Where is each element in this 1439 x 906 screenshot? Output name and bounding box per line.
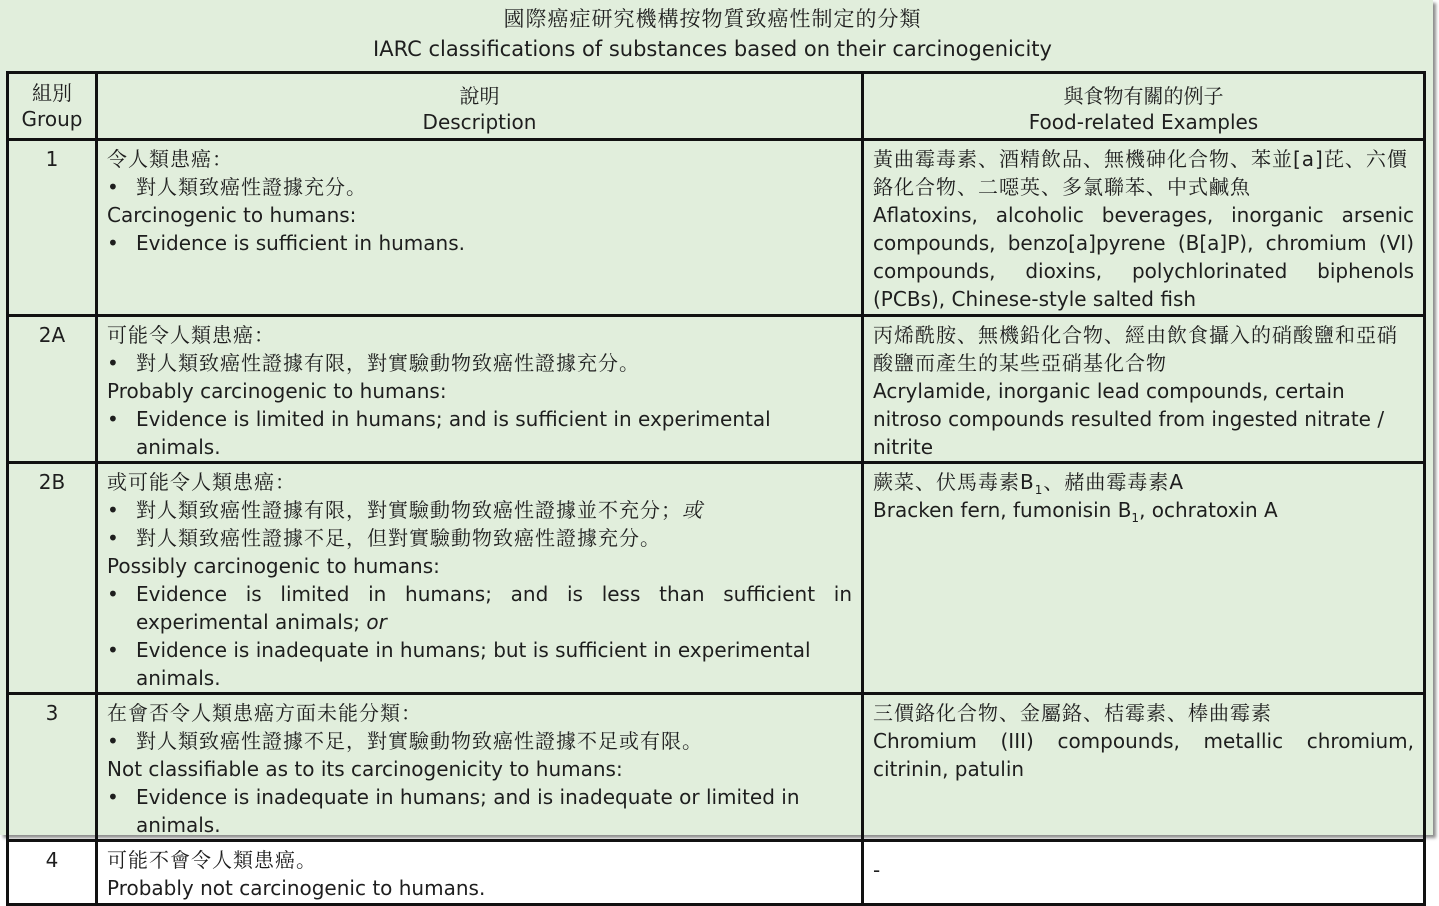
header-row — [8, 73, 1425, 140]
bullet-item: • 對人類致癌性證據充分。 — [107, 173, 852, 201]
description-heading-zh: 可能令人類患癌： — [107, 323, 275, 347]
bullet-item: • Evidence is limited in humans; and is less than sufficient in experimental animals; or — [107, 582, 852, 634]
examples-zh: 黃曲霉毒素、酒精飲品、無機砷化合物、苯並[a]芘、六價鉻化合物、二噁英、多氯聯苯、中式鹹魚 — [873, 147, 1408, 199]
examples-cell — [863, 694, 1425, 841]
header-examples-en: Food-related Examples — [1028, 110, 1259, 134]
header-examples — [863, 73, 1425, 140]
examples-en: Acrylamide, inorganic lead compounds, certain nitroso compounds resulted from ingested nitrate / nitrite — [873, 379, 1385, 459]
table-row — [8, 841, 1425, 905]
bullet-text-zh: 對人類致癌性證據不足，對實驗動物致癌性證據不足或有限。 — [136, 729, 703, 753]
table-row — [8, 316, 1425, 463]
group-cell: 2B — [8, 463, 97, 694]
bullet-item: • Evidence is inadequate in humans; but is sufficient in experimental animals. — [107, 636, 852, 692]
description-heading-zh: 令人類患癌： — [107, 147, 233, 171]
description-heading-en: Possibly carcinogenic to humans: — [107, 554, 440, 578]
bullet-text-zh: 對人類致癌性證據不足，但對實驗動物致癌性證據充分。 — [136, 526, 661, 550]
header-group-en: Group — [21, 107, 83, 131]
group-cell: 2A — [8, 316, 97, 463]
description-cell — [97, 694, 863, 841]
examples-zh: 蕨菜、伏馬毒素$B_1$、赭曲霉毒素A — [873, 470, 1185, 497]
bullet-text-zh: 對人類致癌性證據有限，對實驗動物致癌性證據充分。 — [136, 351, 640, 375]
description-cell — [97, 140, 863, 316]
bullet-item: • 對人類致癌性證據不足，但對實驗動物致癌性證據充分。 — [107, 524, 852, 552]
description-heading-en: Probably carcinogenic to humans: — [107, 379, 447, 403]
examples-en: - — [873, 858, 881, 882]
description-heading-zh: 可能不會令人類患癌。 — [107, 848, 317, 872]
bullet-item: • Evidence is sufficient in humans. — [107, 229, 852, 257]
table-title-zh: 國際癌症研究機構按物質致癌性制定的分類 — [503, 7, 922, 31]
bullet-item: • Evidence is limited in humans; and is sufficient in experimental animals. — [107, 405, 852, 461]
table-row — [8, 694, 1425, 841]
bullet-text-en: Evidence is limited in humans; and is less than sufficient in experimental animals; — [136, 582, 852, 634]
header-examples-zh: 與食物有關的例子 — [1063, 84, 1224, 108]
group-cell: 1 — [8, 140, 97, 316]
table-row — [8, 463, 1425, 694]
header-group-zh: 組別 — [32, 81, 72, 105]
examples-cell — [863, 140, 1425, 316]
examples-cell — [863, 841, 1425, 905]
group-cell: 4 — [8, 841, 97, 905]
bullet-text-zh: 對人類致癌性證據有限，對實驗動物致癌性證據並不充分； — [136, 498, 682, 522]
bullet-item: • 對人類致癌性證據有限，對實驗動物致癌性證據並不充分；或 — [107, 498, 703, 522]
or-zh: 或 — [682, 498, 703, 522]
examples-en: Chromium (III) compounds, metallic chromium, citrinin, patulin — [873, 729, 1414, 781]
bullet-item: • Evidence is inadequate in humans; and is inadequate or limited in animals. — [107, 783, 852, 839]
examples-cell — [863, 316, 1425, 463]
examples-en: Bracken fern, fumonisin $B_1$, ochratoxin A — [873, 498, 1278, 525]
description-heading-en: Probably not carcinogenic to humans. — [107, 876, 486, 900]
description-heading-zh: 在會否令人類患癌方面未能分類： — [107, 701, 422, 725]
description-cell — [97, 316, 863, 463]
examples-zh: 三價鉻化合物、金屬鉻、桔霉素、棒曲霉素 — [873, 701, 1272, 725]
bullet-text-en: Evidence is limited in humans; and is sufficient in experimental animals. — [136, 407, 771, 459]
bullet-text-en: Evidence is sufficient in humans. — [136, 231, 465, 255]
header-description-en: Description — [422, 110, 537, 134]
description-heading-en: Carcinogenic to humans: — [107, 203, 357, 227]
description-heading-en: Not classifiable as to its carcinogenicity to humans: — [107, 757, 623, 781]
classification-table — [6, 71, 1426, 906]
description-heading-zh: 或可能令人類患癌： — [107, 470, 296, 494]
examples-zh: 丙烯酰胺、無機鉛化合物、經由飲食攝入的硝酸鹽和亞硝酸鹽而產生的某些亞硝基化合物 — [873, 323, 1398, 375]
description-cell — [97, 463, 863, 694]
table-title-en: IARC classifications of substances based on their carcinogenicity — [373, 37, 1052, 61]
group-cell: 3 — [8, 694, 97, 841]
bullet-text-zh: 對人類致癌性證據充分。 — [136, 175, 367, 199]
description-cell — [97, 841, 863, 905]
header-description-zh: 說明 — [459, 84, 500, 108]
bullet-text-en: Evidence is inadequate in humans; but is sufficient in experimental animals. — [136, 638, 811, 690]
table-row — [8, 140, 1425, 316]
or-en: or — [366, 610, 387, 634]
bullet-item: • 對人類致癌性證據不足，對實驗動物致癌性證據不足或有限。 — [107, 727, 852, 755]
bullet-item: • 對人類致癌性證據有限，對實驗動物致癌性證據充分。 — [107, 349, 852, 377]
examples-cell — [863, 463, 1425, 694]
header-group — [8, 73, 97, 140]
bullet-text-en: Evidence is inadequate in humans; and is inadequate or limited in animals. — [136, 785, 800, 837]
examples-en: Aflatoxins, alcoholic beverages, inorganic arsenic compounds, benzo[a]pyrene (B[a]P), chromium (VI) compounds, dioxins, polychlorinated biphenols (PCBs), Chinese-style salted fish — [873, 203, 1414, 311]
header-description — [97, 73, 863, 140]
